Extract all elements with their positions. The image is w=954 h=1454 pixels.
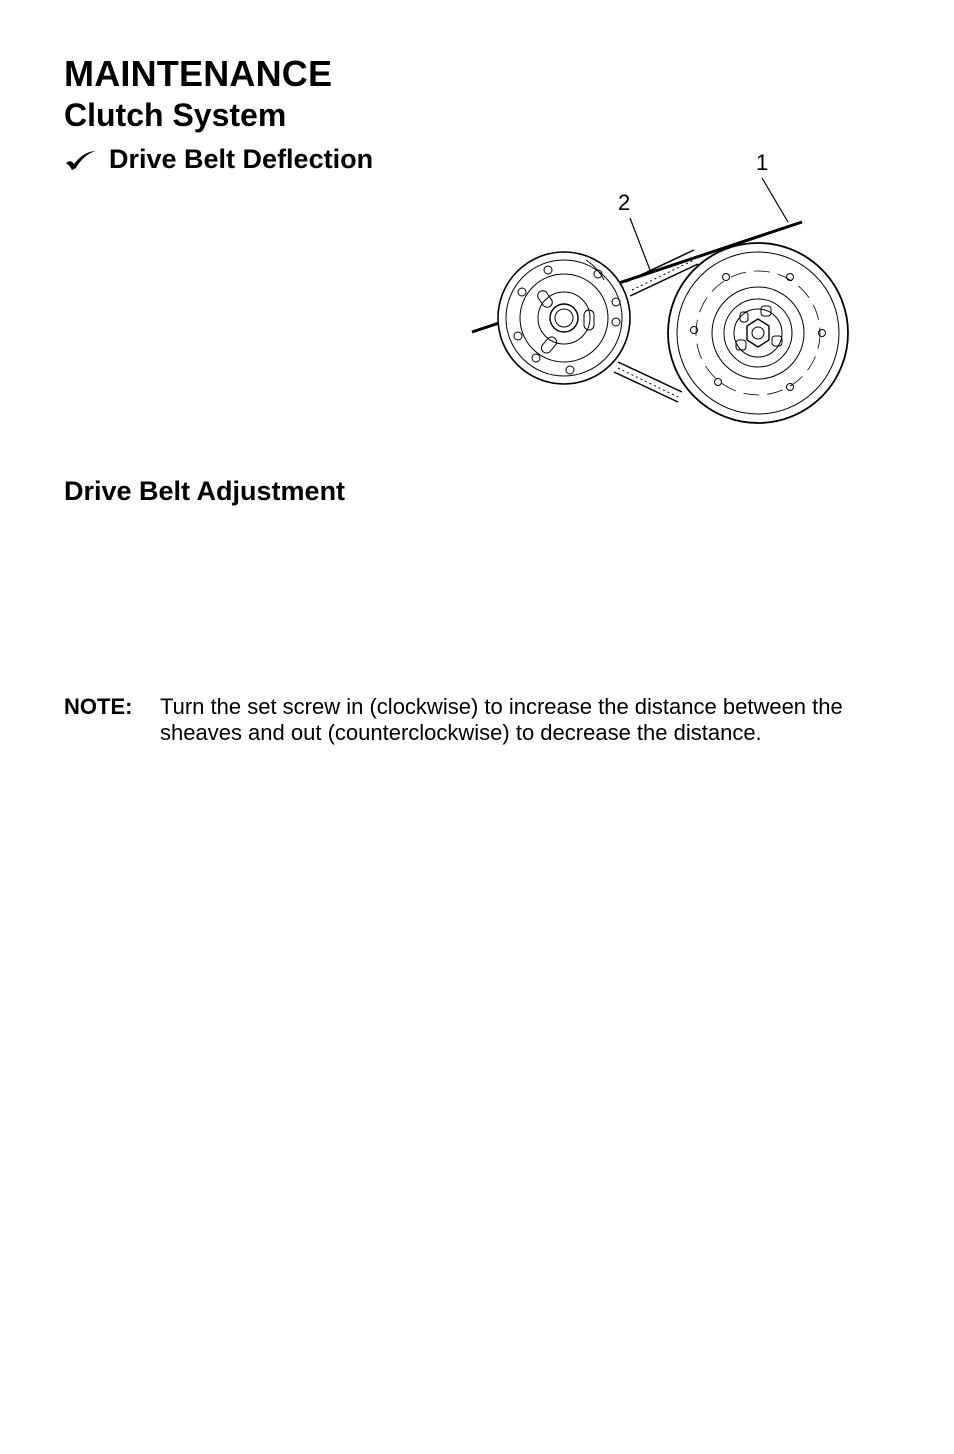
subsection-title: Clutch System <box>64 97 287 133</box>
checkmark-icon <box>64 147 98 171</box>
note-label: NOTE: <box>64 694 133 719</box>
drive-clutch <box>498 252 630 384</box>
topic-heading <box>64 142 373 176</box>
note-block <box>64 694 864 745</box>
driven-clutch <box>668 243 848 423</box>
topic-heading-text: Drive Belt Deflection <box>109 144 374 174</box>
drive-belt-diagram <box>466 140 866 435</box>
callout-1: 1 <box>756 150 769 175</box>
adjustment-heading: Drive Belt Adjustment <box>64 476 346 506</box>
section-title: MAINTENANCE <box>64 53 333 94</box>
note-text: Turn the set screw in (clockwise) to increase the distance between the sheaves and out (counterclockwise) to decrease the distance. <box>160 694 843 745</box>
callout-2: 2 <box>618 190 631 215</box>
